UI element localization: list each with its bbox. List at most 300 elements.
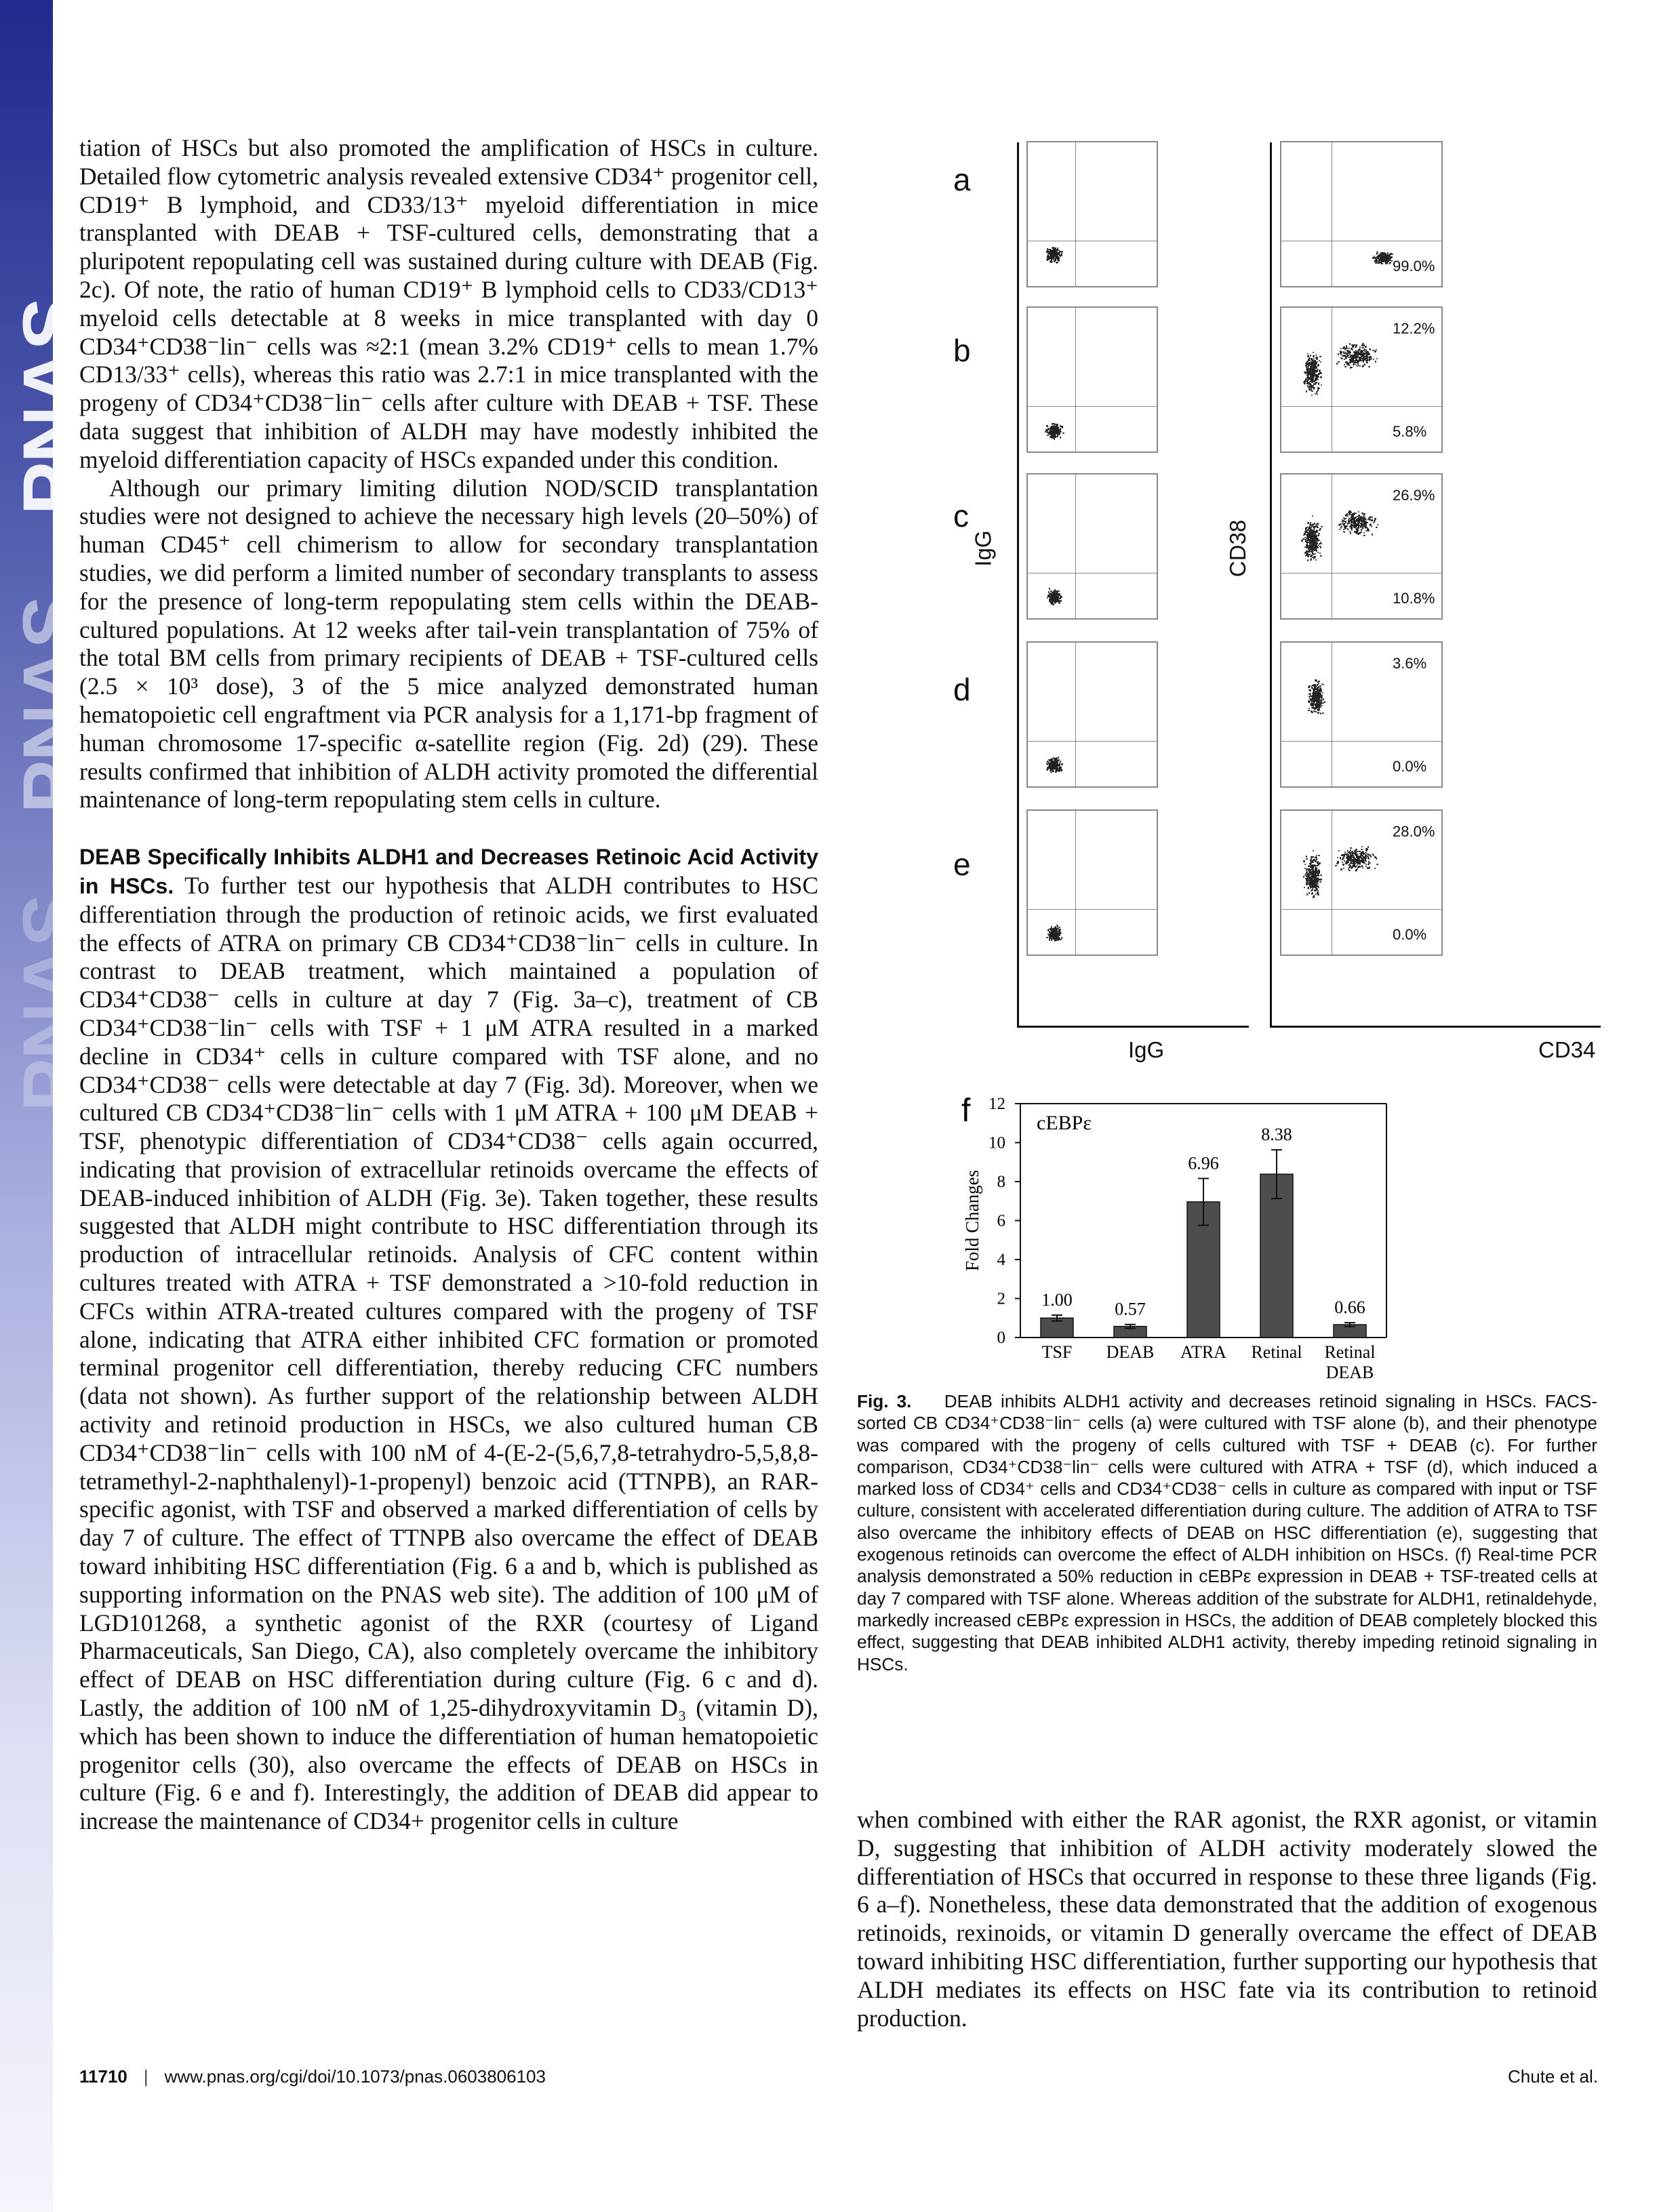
figure-caption <box>857 1390 1597 1675</box>
event-dot <box>1317 874 1319 876</box>
event-dot <box>1317 885 1318 887</box>
event-dot <box>1056 758 1057 759</box>
event-dot <box>1315 889 1317 891</box>
event-dot <box>1365 346 1366 347</box>
event-dot <box>1335 865 1336 866</box>
event-dot <box>1306 856 1307 857</box>
event-dot <box>1311 696 1313 697</box>
event-dot <box>1309 550 1311 552</box>
chart-title: cEBPε <box>1037 1112 1092 1134</box>
right-y-axis <box>1270 142 1272 1028</box>
event-dot <box>1317 688 1319 689</box>
event-dot <box>1340 350 1341 352</box>
event-dot <box>1357 530 1358 531</box>
event-dot <box>1056 938 1057 939</box>
event-dot <box>1304 371 1305 373</box>
event-dot <box>1353 864 1355 866</box>
event-dot <box>1318 693 1319 694</box>
event-dot <box>1362 527 1363 529</box>
y-tick-label: 6 <box>997 1211 1005 1230</box>
event-dot <box>1311 545 1312 546</box>
event-dot <box>1375 361 1376 362</box>
event-dot <box>1359 521 1360 522</box>
event-dot <box>1317 864 1319 866</box>
event-dot <box>1319 372 1321 374</box>
right-paragraph-1: when combined with either the RAR agonist, the RXR agonist, or vitamin D, suggesting that inhibition of ALDH activity moderately slowed the differentiation of HSCs that occurred in response to these three ligands (Fig. 6 a–f). Nonetheless, these data demonstrated that the addition of exogenous retinoids, rexinoids, or vitamin D generally overcame the effect of DEAB toward inhibiting HSC differentiation, further supporting our hypothesis that ALDH mediates its effects on HSC fate via its contribution to retinoid production. <box>857 1806 1597 2032</box>
row-label-d: d <box>953 672 971 707</box>
event-dot <box>1340 527 1342 529</box>
event-dot <box>1058 257 1060 258</box>
event-dot <box>1056 254 1058 256</box>
percent-upper: 12.2% <box>1393 320 1435 337</box>
event-dot <box>1054 600 1056 601</box>
event-dot <box>1342 864 1344 865</box>
percent-lower: 5.8% <box>1393 423 1427 440</box>
event-dot <box>1355 364 1357 365</box>
event-dot <box>1309 892 1310 893</box>
event-dot <box>1344 366 1346 367</box>
event-dot <box>1358 856 1359 858</box>
event-dot <box>1060 761 1061 762</box>
x-tick-label: ATRA <box>1180 1342 1226 1362</box>
event-dot <box>1345 361 1346 363</box>
event-dot <box>1319 369 1321 371</box>
percent-upper: 26.9% <box>1393 487 1435 504</box>
event-dot <box>1322 712 1323 714</box>
event-dot <box>1307 353 1309 355</box>
event-dot <box>1361 518 1363 519</box>
event-dot <box>1306 361 1308 362</box>
event-dot <box>1049 433 1050 434</box>
event-dot <box>1301 540 1302 541</box>
x-tick-label: DEAB <box>1325 1363 1374 1382</box>
event-dot <box>1056 256 1057 258</box>
event-dot <box>1315 559 1317 561</box>
event-dot <box>1311 687 1313 688</box>
event-dot <box>1345 352 1346 353</box>
event-dot <box>1054 603 1056 604</box>
event-dot <box>1306 529 1308 531</box>
event-dot <box>1059 598 1060 599</box>
event-dot <box>1309 708 1310 709</box>
event-dot <box>1376 252 1378 253</box>
event-dot <box>1338 361 1339 363</box>
event-dot <box>1313 701 1314 702</box>
event-dot <box>1309 685 1310 687</box>
event-dot <box>1371 526 1372 527</box>
event-dot <box>1315 698 1316 699</box>
event-dot <box>1378 262 1380 263</box>
event-dot <box>1363 356 1365 357</box>
event-dot <box>1049 249 1050 250</box>
event-dot <box>1359 365 1361 367</box>
event-dot <box>1306 552 1308 554</box>
event-dot <box>1056 431 1057 433</box>
event-dot <box>1342 862 1343 863</box>
event-dot <box>1359 516 1361 517</box>
event-dot <box>1317 893 1319 895</box>
event-dot <box>1056 925 1058 926</box>
event-dot <box>1323 698 1324 700</box>
event-dot <box>1309 533 1311 534</box>
event-dot <box>1355 870 1357 871</box>
event-dot <box>1368 353 1370 355</box>
event-dot <box>1310 556 1311 557</box>
event-dot <box>1358 511 1359 512</box>
event-dot <box>1346 345 1347 346</box>
event-dot <box>1307 555 1309 557</box>
event-dot <box>1337 861 1338 862</box>
event-dot <box>1318 872 1319 874</box>
percent-lower: 0.0% <box>1393 926 1427 943</box>
event-dot <box>1319 356 1321 357</box>
event-dot <box>1314 877 1315 879</box>
event-dot <box>1347 850 1349 851</box>
data-label: 1.00 <box>1041 1289 1073 1310</box>
event-dot <box>1347 515 1349 517</box>
event-dot <box>1363 858 1365 860</box>
event-dot <box>1314 523 1315 524</box>
isotype-plot <box>1026 641 1158 788</box>
event-dot <box>1313 355 1314 357</box>
event-dot <box>1341 358 1342 359</box>
event-dot <box>1342 858 1343 860</box>
x-tick-label: DEAB <box>1106 1342 1155 1362</box>
event-dot <box>1374 518 1376 519</box>
event-dot <box>1051 768 1052 769</box>
event-dot <box>1350 847 1351 849</box>
event-dot <box>1307 877 1309 878</box>
isotype-plot <box>1026 306 1158 453</box>
event-dot <box>1315 857 1317 858</box>
event-dot <box>1052 433 1054 434</box>
event-dot <box>1309 689 1311 691</box>
event-dot <box>1363 365 1364 366</box>
event-dot <box>1351 529 1353 531</box>
row-label-e: e <box>953 847 971 882</box>
percent-lower: 10.8% <box>1393 590 1435 607</box>
event-dot <box>1343 351 1344 353</box>
event-dot <box>1317 687 1318 688</box>
event-dot <box>1349 870 1350 871</box>
event-dot <box>1312 698 1313 699</box>
event-dot <box>1060 933 1062 934</box>
event-dot <box>1356 520 1357 521</box>
event-dot <box>1316 855 1317 856</box>
event-dot <box>1321 526 1322 527</box>
event-dot <box>1054 933 1056 934</box>
caption-label: Fig. 3. <box>857 1391 912 1411</box>
event-dot <box>1387 260 1389 261</box>
event-dot <box>1367 528 1368 529</box>
event-dot <box>1304 864 1306 865</box>
event-dot <box>1381 263 1382 264</box>
event-dot <box>1057 424 1058 425</box>
event-dot <box>1312 889 1313 891</box>
event-dot <box>1365 852 1366 853</box>
event-dot <box>1055 771 1056 772</box>
event-dot <box>1305 555 1306 557</box>
event-dot <box>1058 934 1060 936</box>
section-heading: DEAB Specifically Inhibits ALDH1 and Decreases Retinoic Acid Activity in HSCs. <box>79 845 818 898</box>
event-dot <box>1361 529 1362 530</box>
event-dot <box>1349 866 1350 868</box>
event-dot <box>1319 685 1321 687</box>
event-dot <box>1317 379 1319 380</box>
event-dot <box>1318 869 1319 870</box>
percent-upper: 3.6% <box>1393 655 1427 672</box>
event-dot <box>1308 870 1309 871</box>
event-dot <box>1059 927 1060 928</box>
event-dot <box>1359 851 1360 852</box>
event-dot <box>1050 599 1051 601</box>
event-dot <box>1058 600 1060 601</box>
event-dot <box>1054 589 1056 590</box>
event-dot <box>1319 546 1321 547</box>
event-dot <box>1319 552 1321 554</box>
event-dot <box>1314 708 1315 710</box>
event-dot <box>1357 533 1359 534</box>
event-dot <box>1310 537 1311 538</box>
event-dot <box>1367 864 1369 865</box>
event-dot <box>1310 522 1311 523</box>
row-label-c: c <box>953 498 969 534</box>
event-dot <box>1054 761 1056 763</box>
event-dot <box>1050 759 1052 761</box>
event-dot <box>1052 604 1054 605</box>
event-dot <box>1061 937 1062 938</box>
event-dot <box>1306 893 1308 895</box>
event-dot <box>1058 757 1059 758</box>
event-dot <box>1321 384 1322 386</box>
paragraph-3 <box>79 843 818 1836</box>
event-dot <box>1058 595 1059 596</box>
event-dot <box>1321 700 1323 701</box>
event-dot <box>1336 363 1338 364</box>
event-dot <box>1353 364 1354 365</box>
row-label-b: b <box>953 333 971 368</box>
event-dot <box>1309 531 1311 532</box>
event-dot <box>1048 591 1050 592</box>
paragraph-2: Although our primary limiting dilution NOD/SCID transplantation studies were not designed to achieve the necessary high levels (20–50%) of human CD45⁺ cell chimerism to allow for secondary transplantation studies, we did perform a limited number of secondary transplants to assess for the presence of long-term repopulating stem cells within the DEAB-cultured populations. At 12 weeks after tail-vein transplantation of 75% of the total BM cells from primary recipients of DEAB + TSF-cultured cells (2.5 × 10³ dose), 3 of the 5 mice analyzed demonstrated human hematopoietic cell engraftment via PCR analysis for a 1,171-bp fragment of human chromosome 17-specific α-satellite region (Fig. 2d) (29). These results confirmed that inhibition of ALDH activity promoted the differential maintenance of long-term repopulating stem cells in culture. <box>79 474 818 813</box>
event-dot <box>1321 703 1322 704</box>
event-dot <box>1319 698 1320 699</box>
event-dot <box>1376 527 1377 528</box>
event-dot <box>1366 522 1367 523</box>
event-dot <box>1339 529 1340 530</box>
y-tick-label: 4 <box>997 1251 1005 1269</box>
event-dot <box>1315 355 1317 356</box>
event-dot <box>1340 353 1342 355</box>
event-dot <box>1053 930 1054 931</box>
y-tick-label: 8 <box>997 1173 1005 1191</box>
event-dot <box>1317 712 1319 713</box>
event-dot <box>1338 850 1340 851</box>
journal-sidebar <box>0 0 96 2212</box>
event-dot <box>1060 766 1061 767</box>
event-dot <box>1317 394 1318 395</box>
event-dot <box>1366 361 1367 362</box>
event-dot <box>1364 363 1365 365</box>
event-dot <box>1320 543 1321 544</box>
left-x-label: IgG <box>1128 1037 1165 1062</box>
event-dot <box>1060 770 1062 771</box>
event-dot <box>1312 385 1313 386</box>
event-dot <box>1363 535 1365 536</box>
event-dot <box>1355 346 1356 348</box>
event-dot <box>1052 769 1053 771</box>
y-tick-label: 10 <box>988 1133 1005 1152</box>
event-dot <box>1311 558 1312 559</box>
event-dot <box>1374 868 1376 869</box>
event-dot <box>1308 547 1309 548</box>
event-dot <box>1337 857 1338 858</box>
left-x-axis <box>1017 1026 1249 1028</box>
event-dot <box>1319 529 1320 531</box>
doi-link[interactable]: www.pnas.org/cgi/doi/10.1073/pnas.0603806103 <box>164 2066 546 2087</box>
data-label: 6.96 <box>1188 1153 1219 1173</box>
sidebar-brand-text: PNAS <box>7 298 96 515</box>
event-dot <box>1349 523 1350 524</box>
event-dot <box>1312 874 1313 875</box>
event-dot <box>1307 550 1309 552</box>
event-dot <box>1363 344 1365 346</box>
event-dot <box>1355 853 1356 855</box>
event-dot <box>1377 524 1378 525</box>
event-dot <box>1349 343 1351 344</box>
x-tick-label: Retinal <box>1251 1342 1302 1362</box>
event-dot <box>1317 374 1318 376</box>
event-dot <box>1054 260 1055 262</box>
event-dot <box>1344 851 1346 853</box>
event-dot <box>1317 535 1319 536</box>
event-dot <box>1355 512 1357 514</box>
event-dot <box>1050 590 1052 592</box>
event-dot <box>1306 858 1307 860</box>
event-dot <box>1376 858 1377 859</box>
event-dot <box>1047 767 1048 768</box>
y-tick-label: 2 <box>997 1289 1005 1308</box>
event-dot <box>1344 349 1346 350</box>
event-dot <box>1056 935 1057 936</box>
event-dot <box>1313 850 1314 851</box>
event-dot <box>1307 385 1309 386</box>
event-dot <box>1060 600 1062 601</box>
event-dot <box>1343 521 1344 522</box>
event-dot <box>1054 430 1055 431</box>
event-dot <box>1310 693 1311 694</box>
event-dot <box>1360 354 1361 355</box>
event-dot <box>1340 348 1342 349</box>
event-dot <box>1340 858 1341 859</box>
event-dot <box>1057 259 1058 260</box>
y-axis-title: Fold Changes <box>962 1169 982 1272</box>
event-dot <box>1313 887 1314 888</box>
event-dot <box>1345 357 1346 359</box>
event-dot <box>1308 359 1309 360</box>
event-dot <box>1317 883 1319 885</box>
event-dot <box>1363 532 1365 534</box>
event-dot <box>1313 352 1314 353</box>
event-dot <box>1386 262 1388 264</box>
event-dot <box>1058 431 1060 433</box>
event-dot <box>1317 527 1318 528</box>
event-dot <box>1309 378 1310 380</box>
event-dot <box>1312 386 1313 388</box>
event-dot <box>1310 389 1311 390</box>
event-dot <box>1319 540 1320 541</box>
event-dot <box>1352 519 1353 521</box>
event-dot <box>1317 699 1319 700</box>
event-dot <box>1376 358 1378 359</box>
event-dot <box>1344 519 1345 520</box>
event-dot <box>1370 524 1371 525</box>
event-dot <box>1059 931 1060 933</box>
event-dot <box>1357 868 1358 870</box>
event-dot <box>1391 254 1393 255</box>
footer-right <box>1508 2066 1598 2087</box>
event-dot <box>1344 355 1346 356</box>
left-column <box>79 134 818 1836</box>
event-dot <box>1382 254 1383 256</box>
event-dot <box>1367 351 1368 353</box>
event-dot <box>1347 861 1349 862</box>
event-dot <box>1308 700 1309 702</box>
event-dot <box>1352 346 1353 347</box>
event-dot <box>1315 553 1316 555</box>
event-dot <box>1351 866 1353 868</box>
right-column <box>857 1806 1597 2032</box>
data-label: 0.66 <box>1334 1298 1365 1318</box>
event-dot <box>1311 856 1312 858</box>
event-dot <box>1059 602 1060 603</box>
event-dot <box>1313 881 1315 883</box>
y-tick-label: 12 <box>988 1095 1005 1113</box>
event-dot <box>1364 357 1365 359</box>
event-dot <box>1361 849 1362 850</box>
event-dot <box>1344 531 1345 533</box>
event-dot <box>1371 517 1372 518</box>
event-dot <box>1061 763 1062 765</box>
footer-authors: Chute et al. <box>1508 2066 1598 2087</box>
event-dot <box>1351 357 1352 359</box>
bar-chart-svg <box>858 1090 1468 1388</box>
event-dot <box>1307 559 1309 561</box>
percent-lower: 0.0% <box>1393 758 1427 775</box>
event-dot <box>1310 559 1311 561</box>
event-dot <box>1318 855 1319 856</box>
event-dot <box>1338 353 1339 355</box>
event-dot <box>1382 261 1383 262</box>
event-dot <box>1370 862 1371 864</box>
event-dot <box>1318 382 1319 384</box>
event-dot <box>1310 883 1311 884</box>
event-dot <box>1317 706 1318 707</box>
left-y-label: IgG <box>970 530 996 567</box>
event-dot <box>1345 862 1346 863</box>
event-dot <box>1306 884 1307 885</box>
event-dot <box>1057 262 1058 263</box>
event-dot <box>1345 522 1346 523</box>
event-dot <box>1311 369 1313 370</box>
event-dot <box>1365 358 1367 359</box>
event-dot <box>1354 357 1355 358</box>
event-dot <box>1361 865 1363 866</box>
event-dot <box>1304 887 1305 888</box>
event-dot <box>1342 355 1343 357</box>
event-dot <box>1358 862 1359 864</box>
event-dot <box>1320 712 1321 714</box>
